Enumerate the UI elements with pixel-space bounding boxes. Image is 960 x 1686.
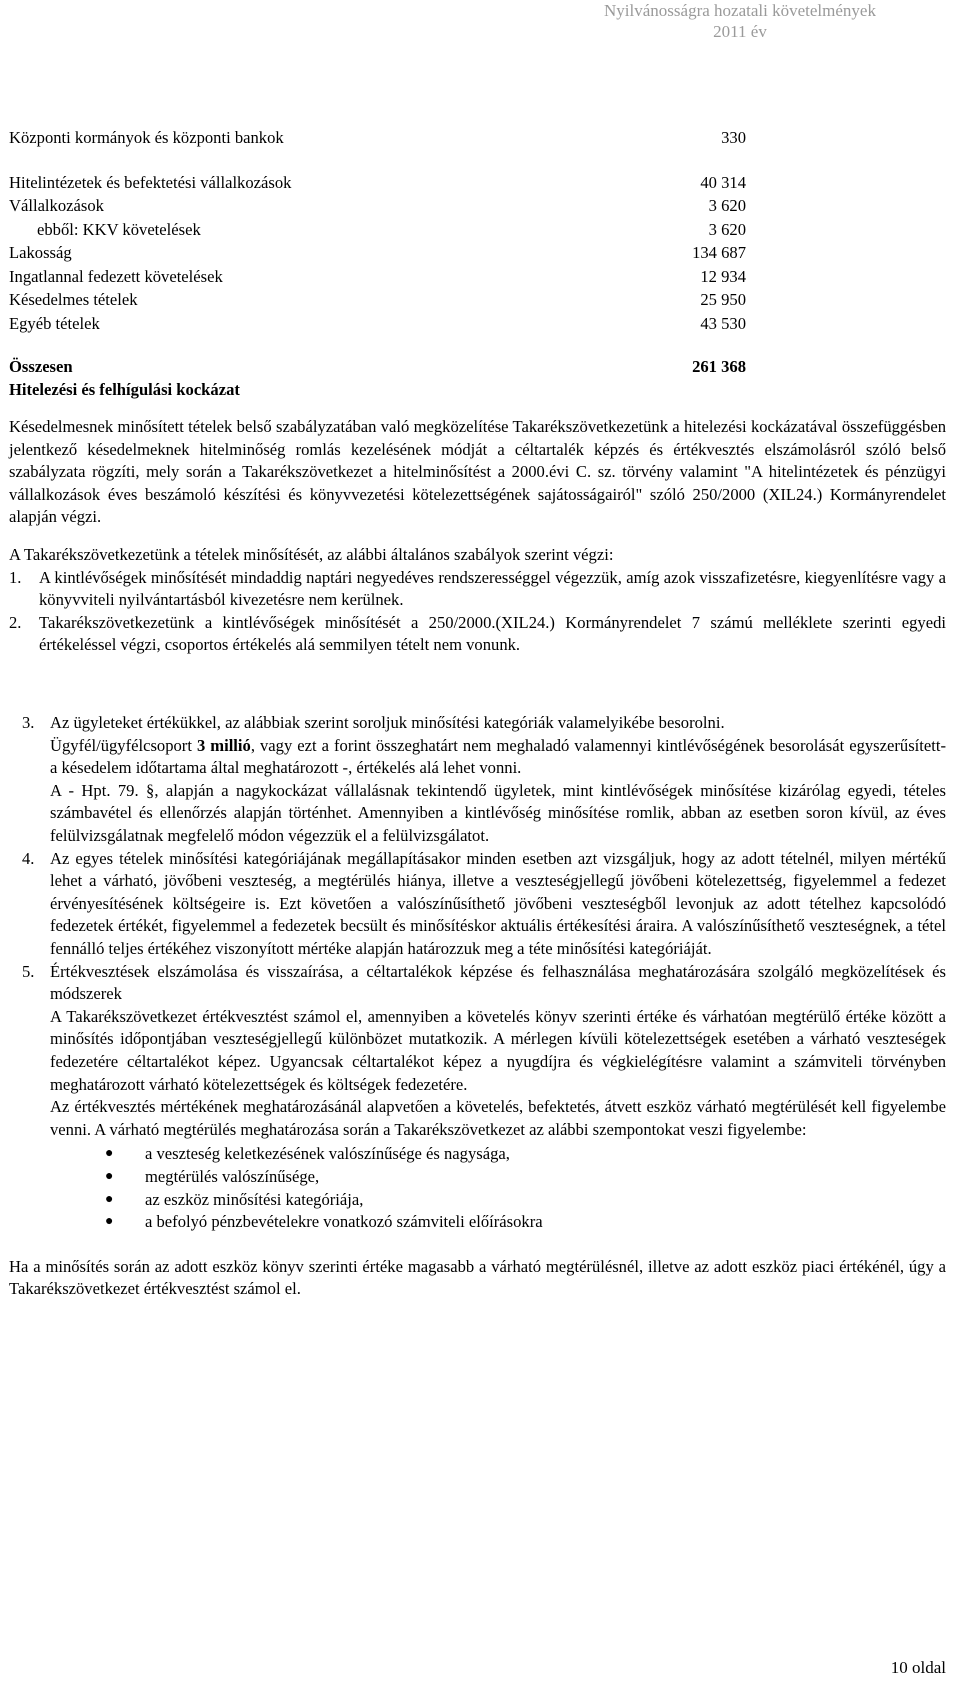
page-header (530, 0, 950, 42)
total-label: Összesen (9, 357, 73, 376)
total-value: 261 368 (692, 357, 746, 376)
amount-label: Vállalkozások (9, 196, 104, 215)
item-number: 1. (9, 567, 22, 587)
amount-value: 330 (721, 128, 746, 147)
list-item (9, 567, 946, 612)
amount-label: Késedelmes tételek (9, 290, 138, 309)
amount-value: 3 620 (708, 219, 746, 239)
list-item (9, 961, 946, 1142)
amount-row (9, 171, 946, 195)
item-text: Az ügyleteket értékükkel, az alábbiak szerint soroljuk minősítési kategóriák valamelyikébe besorolni. (50, 713, 725, 733)
amount-value: 40 314 (700, 172, 746, 192)
item-paragraph: Ügyfél/ügyfélcsoport 3 millió, vagy ezt a forint összeghatárt nem meghaladó valamennyi kintlévőségének besorolását egyszerűsített- a késedelem időtartama által meghatározott -, értékelés alá lehet vonni. (50, 735, 946, 778)
amount-row (9, 312, 946, 336)
bullet-icon: ● (105, 1214, 114, 1230)
amount-label: Hitelintézetek és befektetési vállalkozások (9, 172, 292, 192)
amount-label: Lakosság (9, 243, 72, 262)
amount-value: 25 950 (700, 290, 746, 309)
amount-row (9, 265, 946, 289)
amount-label: Központi kormányok és központi bankok (9, 128, 284, 147)
total-row (9, 355, 946, 379)
item-title: Értékvesztések elszámolása és visszaírása, a céltartalékok képzése és felhasználása meghatározására szolgáló megközelítések és módszerek (50, 961, 946, 1004)
rules-intro: A Takarékszövetkezetünk a tételek minősítését, az alábbi általános szabályok szerint végzi: (9, 545, 614, 565)
final-paragraph: Ha a minősítés során az adott eszköz könyv szerinti értéke magasabb a várható megtérülésnél, illetve az adott eszköz piaci értékénél, úgy a Takarékszövetkezet értékvesztést számol el. (9, 1256, 946, 1299)
item-number: 3. (22, 713, 35, 733)
item-number: 5. (22, 961, 35, 981)
bullet-icon: ● (105, 1146, 114, 1162)
item-paragraph: Az értékvesztés mértékének meghatározásánál alapvetően a követelés, befektetés, átvett eszköz várható megtérülését kell figyelembe venni. A várható megtérülés meghatározása során a Takarékszövetkezet az alábbi szempontokat veszi figyelembe: (50, 1097, 946, 1139)
item-text: Az egyes tételek minősítési kategóriájának megállapításakor minden esetben azt vizsgáljuk, hogy az adott tételnél, milyen mértékű lehet a várható, jövőbeni veszteség, a megtérülés hiánya, illetve a veszteségjellegű jövőbeni kötelezettség, figyelemmel a fedezet érvényesítésének költségeire is. Ezt követően a valószínűsíthető jövőbeni veszteségből levonjuk az adott tételhez kapcsolódó fedezetek értékét, figyelemmel a fedezetek becsült és minősítéskor aktuális értékesítési áraira. A valószínűsíthető veszteségnek, a tétel fennálló teljes értékéhez viszonyított mértéke alapján határozzuk meg a téte minősítési kategóriáját. (50, 848, 946, 958)
amount-row (9, 194, 946, 218)
header-title: Nyilvánosságra hozatali követelmények (604, 1, 876, 20)
bullet-item: ● megtérülés valószínűsége, (105, 1166, 946, 1189)
bullet-item: ● a veszteség keletkezésének valószínűsége és nagysága, (105, 1143, 946, 1166)
paragraph: Késedelmesnek minősített tételek belső szabályzatában való megközelítése Takarékszövetkezetünk a hitelezési kockázatával összefüggésben jelentkező késedelmeknek hitelminőség romlás kezelésének módját a céltartalék képzés és értékvesztés elszámolásról szóló belső szabályzata rögzíti, mely során a Takarékszövetkezet a hitelminősítést a 2000.évi C. sz. törvény valamint "A hitelintézetek és pénzügyi vállalkozások éves beszámoló készítési és könyvvezetési kötelezettségének sajátosságairól" szóló 250/2000 (XIL24.) Kormányrendelet alapján végzi. (9, 417, 946, 527)
page-number: 10 oldal (890, 1658, 946, 1678)
bullet-item: ● a befolyó pénzbevételekre vonatkozó számviteli előírásokra (105, 1211, 946, 1234)
list-item (9, 612, 946, 657)
amount-row (9, 126, 946, 150)
amount-value: 3 620 (708, 196, 746, 215)
amount-label: Egyéb tételek (9, 313, 100, 333)
item-number: 2. (9, 612, 22, 632)
amount-row (9, 218, 946, 242)
item-paragraph: A Takarékszövetkezet értékvesztést számol el, amennyiben a követelés könyv szerinti értéke és várhatóan megtérülő értéke között a minősítés időpontjában veszteségjellegű különbözet mutatkozik. A mérlegen kívüli kötelezettségek esetében a várható veszteségek fedezetére céltartalékot képez. Ugyancsak céltartalékot képez a nyugdíjra és végkielégítésre valamint a számviteli törvényben meghatározott várható kötelezettségek és költségek fedezetére. (50, 1006, 946, 1094)
item-paragraph: A - Hpt. 79. §, alapján a nagykockázat vállalásnak tekintendő ügyletek, mint kintlévőségek minősítése kizárólag egyedi, tételes számbavétel és ellenőrzés alapján történhet. Amennyiben a kintlévőség minősítése romlik, abban az esetben soron kívül, az éves felülvizsgálatnak megfelelő módon végezzük el a felülvizsgálatot. (50, 780, 946, 845)
amount-label: Ingatlannal fedezett követelések (9, 266, 223, 286)
section-title: Hitelezési és felhígulási kockázat (9, 379, 240, 399)
item-text: A kintlévőségek minősítését mindaddig naptári negyedéves rendszerességgel végezzük, amíg azok visszafizetésre, kiegyenlítésre vagy a könyvviteli nyilvántartásból kivezetésre nem kerülnek. (39, 567, 946, 610)
list-item (9, 848, 946, 961)
amount-row (9, 241, 946, 265)
amount-row (9, 288, 946, 312)
bullet-list (9, 1143, 946, 1233)
header-year: 2011 év (713, 22, 767, 41)
item-number: 4. (22, 848, 35, 868)
amount-value: 43 530 (700, 313, 746, 333)
amount-value: 134 687 (692, 243, 746, 262)
list-item (9, 712, 946, 848)
amount-value: 12 934 (700, 266, 746, 286)
bullet-icon: ● (105, 1168, 114, 1184)
amount-emphasis: 3 millió (196, 735, 251, 755)
document-body (9, 126, 946, 1301)
amount-label: ebből: KKV követelések (37, 219, 201, 239)
bullet-item: ● az eszköz minősítési kategóriája, (105, 1189, 946, 1212)
bullet-icon: ● (105, 1191, 114, 1207)
item-text: Takarékszövetkezetünk a kintlévőségek minősítését a 250/2000.(XIL24.) Kormányrendelet 7 számú melléklete szerinti egyedi értékeléssel végzi, csoportos értékelés alá semmilyen tételt nem vonunk. (39, 612, 946, 655)
